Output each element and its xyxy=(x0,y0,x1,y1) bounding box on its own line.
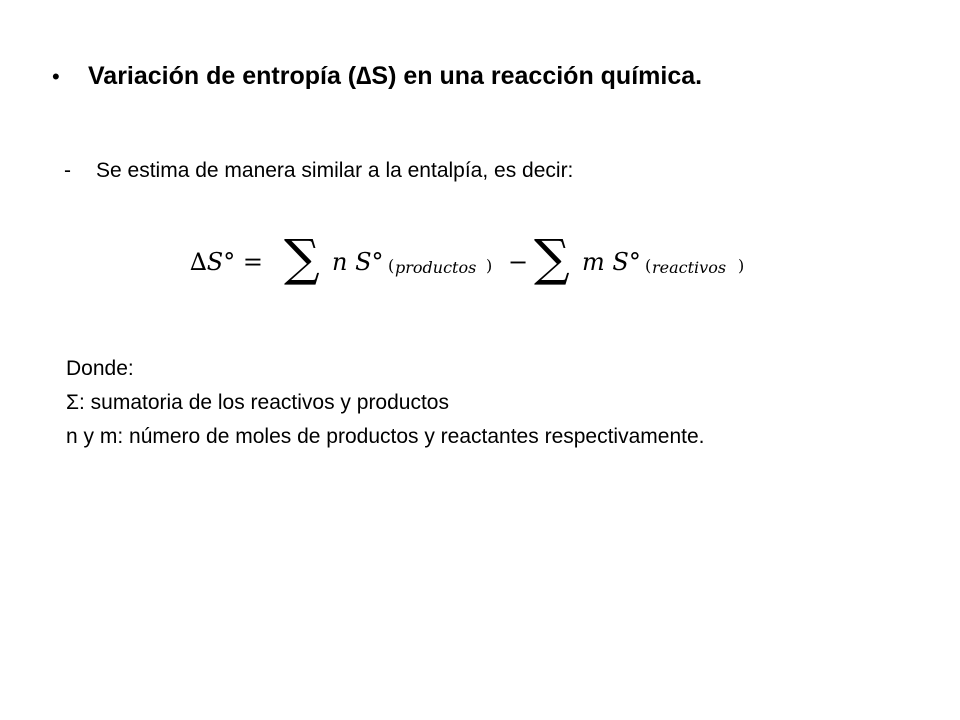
bullet-icon: • xyxy=(52,64,60,89)
subscript-productos: productos xyxy=(395,258,477,277)
sum-symbol-2: ∑ xyxy=(534,229,570,287)
formula-lhs: ∆S° = xyxy=(190,248,263,276)
formula-term-1: n S° xyxy=(332,248,384,276)
donde-line-moles: n y m: número de moles de productos y reactantes respectivamente. xyxy=(66,425,705,448)
slide-title: Variación de entropía (∆S) en una reacción química. xyxy=(88,62,703,90)
formula-minus: − xyxy=(508,248,529,276)
donde-line-sigma: Σ: sumatoria de los reactivos y productos xyxy=(66,391,449,414)
paren-open-2: ( xyxy=(645,256,652,275)
paren-open-1: ( xyxy=(388,256,395,275)
entropy-formula xyxy=(190,230,770,300)
dash-icon: - xyxy=(64,159,71,182)
formula-term-2: m S° xyxy=(582,248,641,276)
subpoint xyxy=(64,154,573,188)
paren-close-2: ) xyxy=(738,256,745,275)
sum-symbol-1: ∑ xyxy=(284,229,320,287)
subscript-reactivos: reactivos xyxy=(652,258,727,277)
donde-block xyxy=(66,352,704,454)
paren-close-1: ) xyxy=(486,256,493,275)
donde-heading: Donde: xyxy=(66,357,134,380)
title-row xyxy=(52,56,702,97)
subpoint-text: Se estima de manera similar a la entalpía, es decir: xyxy=(96,159,574,182)
